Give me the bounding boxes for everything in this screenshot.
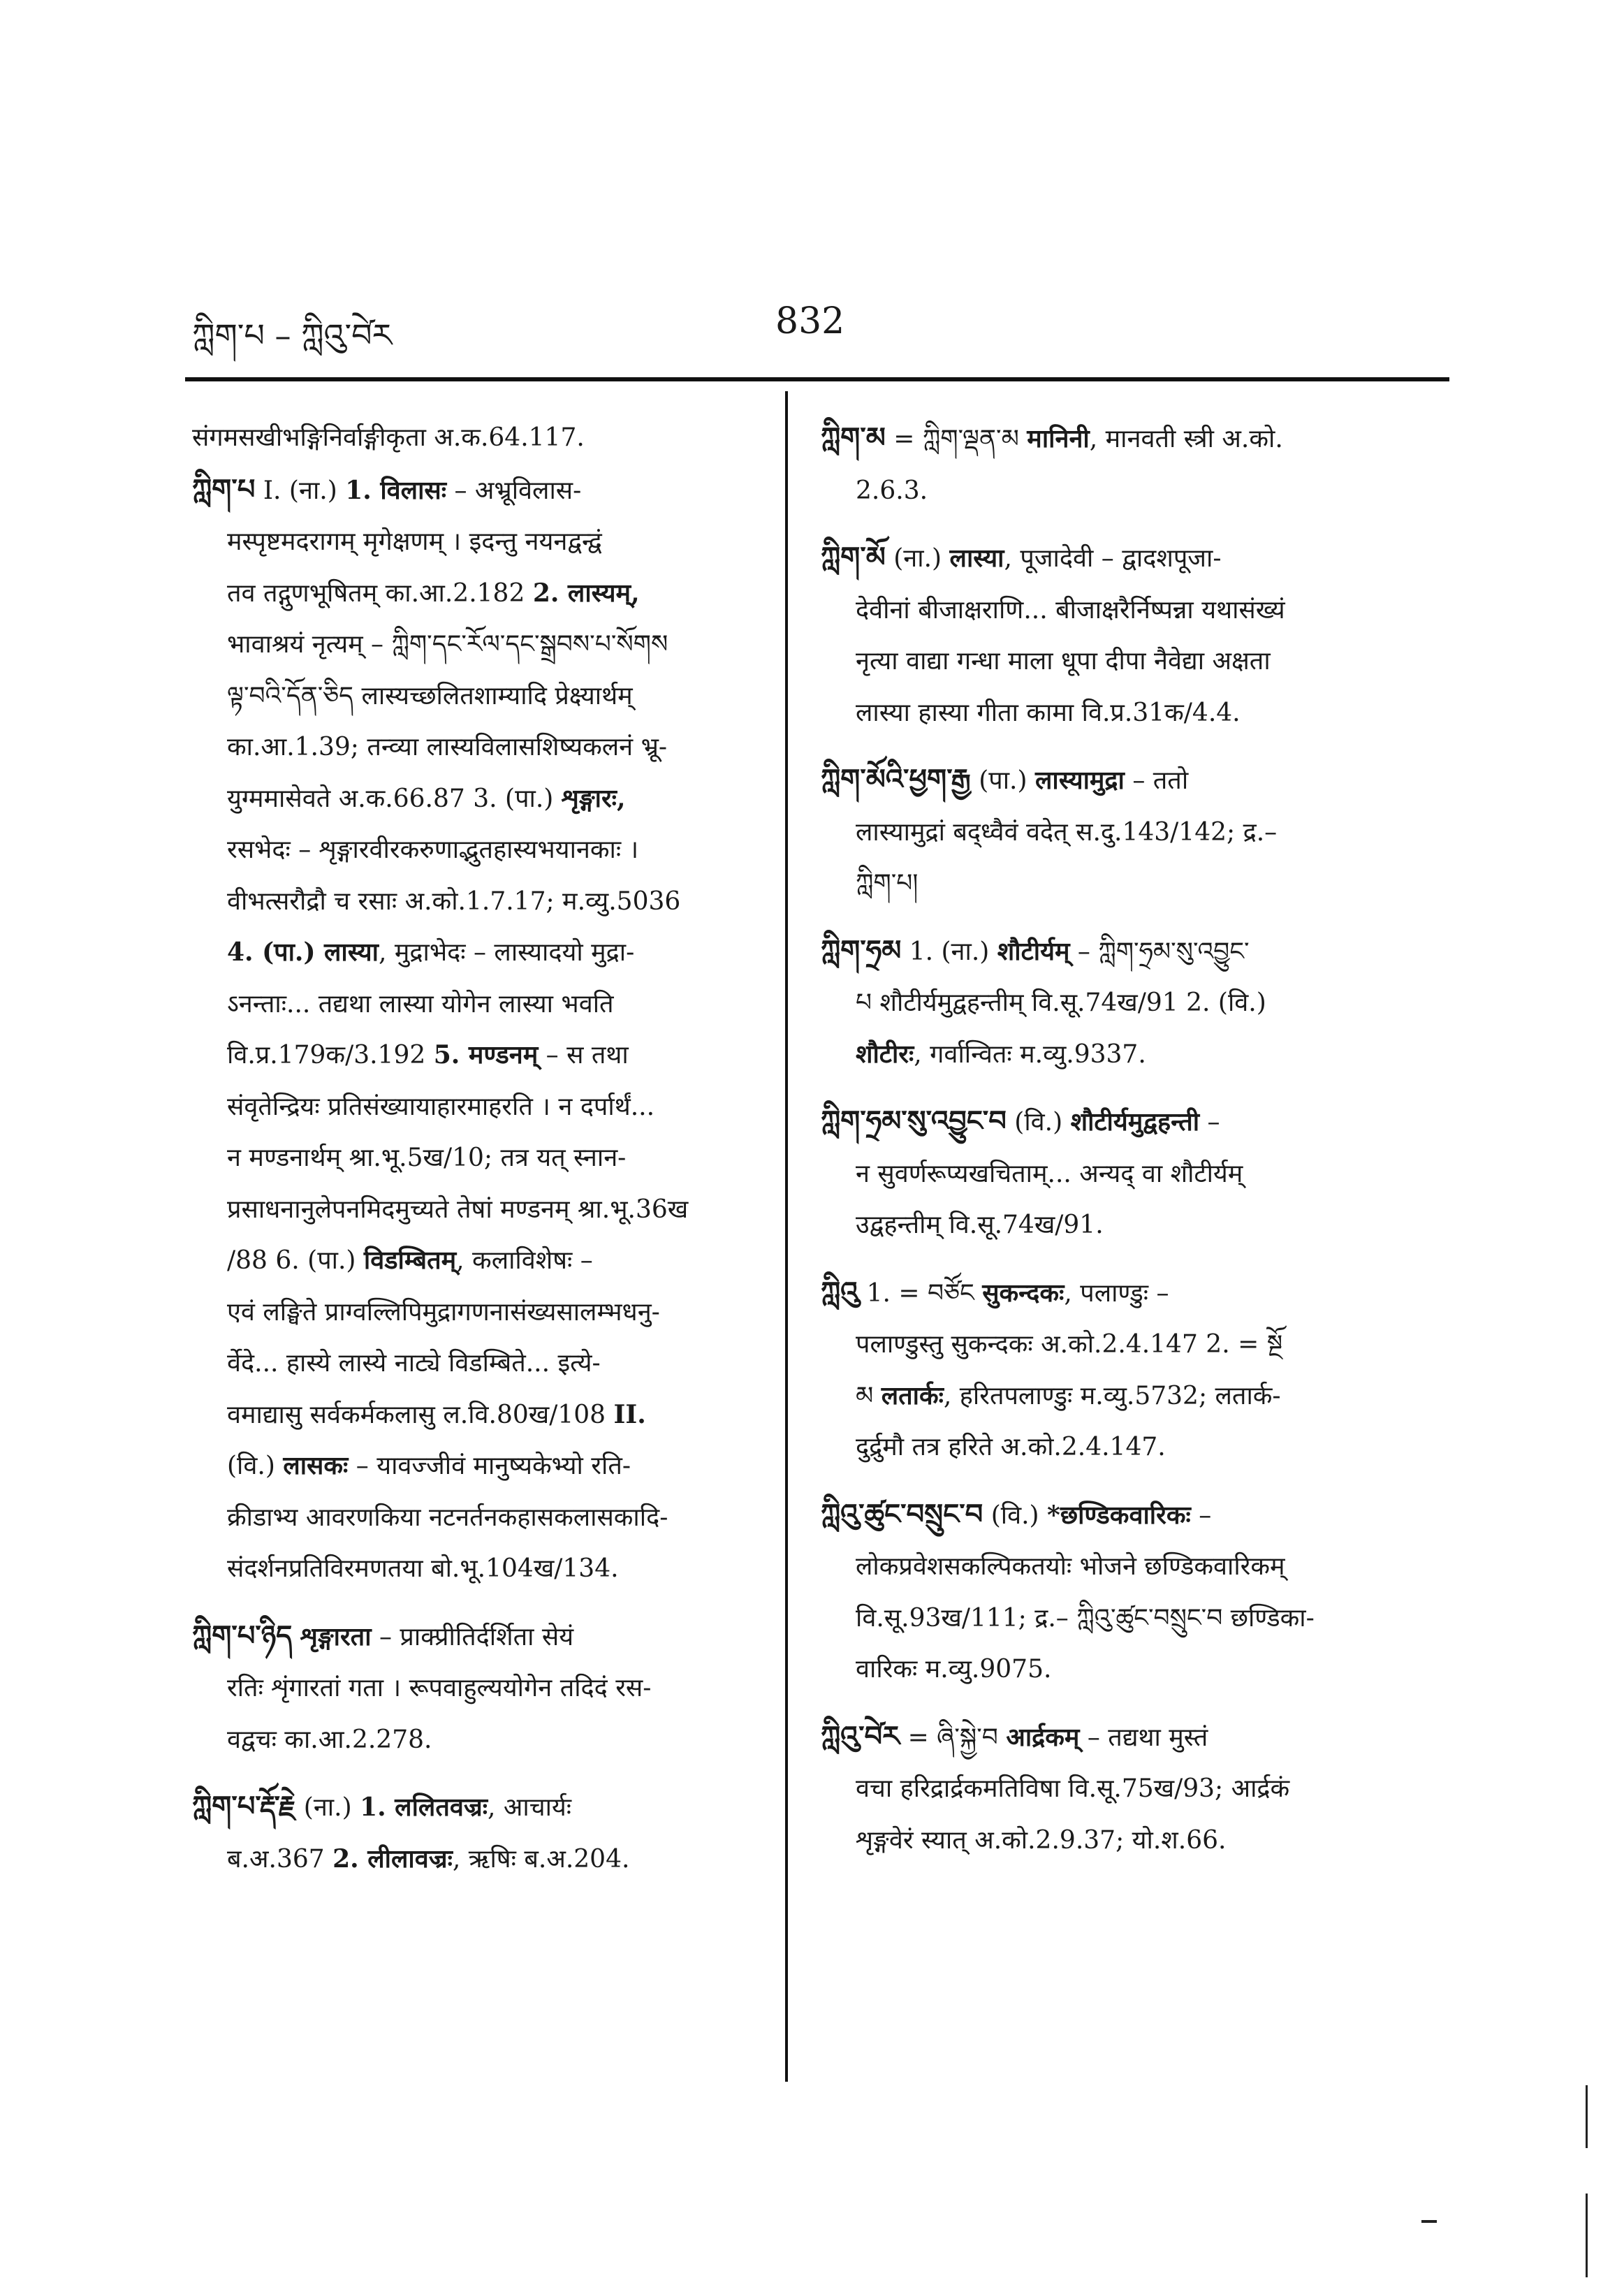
text-segment: न सुवर्णरूप्यखचिताम्... अन्यद् वा शौटीर्यम्	[856, 1159, 1243, 1188]
text-line	[192, 927, 765, 979]
text-line	[821, 1763, 1435, 1815]
text-line	[192, 1132, 765, 1184]
text-segment: /88 6. (पा.)	[227, 1246, 364, 1275]
text-segment: उद्वहन्तीम् वि.सू.74ख/91.	[856, 1211, 1104, 1239]
text-line	[192, 1184, 765, 1236]
text-line	[192, 1714, 765, 1766]
text-segment: संवृतेन्द्रियः प्रतिसंख्यायाहारमाहरति । न दर्पार्थं...	[227, 1092, 655, 1121]
header-range: ཀླིག་པ – ཀླིའུ་བེ༹ར	[192, 316, 393, 354]
text-line	[192, 1235, 765, 1287]
text-line	[821, 1711, 1435, 1764]
text-line	[192, 464, 765, 517]
text-segment: = ཞི་སྐྱེ་བ	[900, 1723, 1007, 1752]
text-segment: वीभत्सरौद्रौ च रसाः अ.को.1.7.17; म.व्यु.5036	[227, 886, 681, 916]
text-segment: (ना.)	[295, 1793, 360, 1822]
text-segment: न मण्डनार्थम् श्रा.भू.5ख/10; तत्र यत् स्नान-	[227, 1144, 627, 1172]
headword: ཀླིག་ཧྲམ་སུ་འབྱུང་བ	[821, 1104, 1007, 1137]
text-line	[821, 807, 1435, 859]
text-segment: , मानवती स्त्री अ.को.	[1089, 425, 1283, 453]
text-segment: – स तथा	[538, 1041, 629, 1070]
text-line	[192, 1287, 765, 1338]
text-segment: क्रीडाभ्य आवरणकिया नटनर्तनकहासकलासकादि-	[227, 1503, 668, 1532]
sanskrit-equivalent: 5. मण्डनम्	[433, 1040, 539, 1070]
text-segment: लास्या हास्या गीता कामा वि.प्र.31क/4.4.	[856, 698, 1241, 727]
text-line	[821, 532, 1435, 585]
text-segment: र्वेदे... हास्ये लास्ये नाट्ये विडम्बिते... इत्ये-	[227, 1349, 601, 1378]
text-line	[821, 1644, 1435, 1695]
text-line	[821, 1148, 1435, 1200]
sanskrit-equivalent: शृङ्गारता	[300, 1621, 372, 1651]
text-line	[192, 979, 765, 1030]
text-line	[821, 636, 1435, 687]
text-segment: , मुद्राभेदः – लास्यादयो मुद्रा-	[378, 938, 635, 967]
text-segment: प्रसाधनानुलेपनमिदमुच्यते तेषां मण्डनम् श्रा.भू.36ख	[227, 1195, 689, 1224]
sanskrit-equivalent: 1. ललितवज्रः	[360, 1793, 488, 1822]
text-segment: संदर्शनप्रतिविरमणतया बो.भू.104ख/134.	[227, 1554, 619, 1583]
sanskrit-equivalent: शौटीर्यम्	[997, 936, 1070, 966]
text-line	[192, 722, 765, 773]
text-segment: रसभेदः – शृङ्गारवीरकरुणाद्भुतहास्यभयानकाः ।	[227, 835, 639, 864]
text-line	[821, 1815, 1435, 1867]
text-line	[192, 1781, 765, 1834]
text-line	[821, 1371, 1435, 1422]
sanskrit-equivalent: शृङ्गारः,	[561, 783, 626, 813]
text-line	[821, 1489, 1435, 1542]
text-segment: का.आ.1.39; तन्व्या लास्यविलासशिष्यकलनं भ्रू-	[227, 733, 668, 761]
text-segment: – तद्यथा मुस्तं	[1079, 1723, 1208, 1752]
text-segment: वद्वचः का.आ.2.278.	[227, 1725, 432, 1754]
scan-edge-mark	[1586, 2085, 1588, 2148]
text-segment: 1. = བཙོང	[858, 1278, 983, 1308]
page-number: 832	[775, 300, 845, 342]
text-line	[821, 412, 1435, 465]
text-line	[192, 1492, 765, 1544]
sanskrit-equivalent: II.	[613, 1399, 646, 1429]
text-segment: – ཀླིག་ཧྲམ་སུ་འབྱུང་	[1069, 937, 1250, 966]
text-segment: , गर्वान्वितः म.व्यु.9337.	[914, 1039, 1146, 1069]
text-line	[192, 1081, 765, 1133]
text-line	[192, 1440, 765, 1492]
text-segment: युग्ममासेवते अ.क.66.87 3. (पा.)	[227, 784, 562, 813]
sanskrit-equivalent: लासकः	[283, 1451, 349, 1480]
sanskrit-equivalent: सुकन्दकः	[982, 1278, 1065, 1308]
text-segment: वारिकः म.व्यु.9075.	[856, 1655, 1052, 1684]
column-divider	[785, 391, 788, 2082]
sanskrit-equivalent: *छण्डिकवारिकः	[1047, 1500, 1191, 1530]
headword: ཀླིག་མོའི་ཕྱག་རྒྱ	[821, 763, 971, 796]
text-line	[821, 977, 1435, 1029]
text-segment: तव तद्गुणभूषितम् का.आ.2.182	[227, 578, 533, 608]
headword: ཀླིའུ	[821, 1275, 859, 1308]
text-segment: I. (ना.)	[255, 476, 346, 505]
text-segment: 2.6.3.	[856, 476, 928, 505]
text-segment: नृत्या वाद्या गन्धा माला धूपा दीपा नैवेद्या अक्षता	[856, 647, 1271, 676]
text-segment: भावाश्रयं नृत्यम् – ཀླིག་དང་རོལ་དང་སྒྲབས་པ་སོགས	[227, 630, 668, 659]
scan-dash-mark	[1421, 2220, 1437, 2223]
sanskrit-equivalent: शौटीरः	[856, 1039, 914, 1069]
text-segment: མ	[856, 1381, 882, 1410]
right-column	[821, 412, 1435, 1866]
text-segment	[292, 1623, 300, 1651]
text-line	[821, 1422, 1435, 1473]
headword: ཀླིག་ཧྲམ	[821, 933, 902, 967]
text-line	[821, 1267, 1435, 1320]
text-segment: वचा हरिद्रार्द्रकमतिविषा वि.सू.75ख/93; आर्द्रकं	[856, 1774, 1290, 1803]
text-line	[821, 1199, 1435, 1251]
headword: ཀླིག་མོ	[821, 541, 886, 574]
text-segment: –	[1199, 1108, 1220, 1137]
text-segment: संगमसखीभङ्गिनिर्वाङ्गीकृता अ.क.64.117.	[192, 423, 585, 452]
text-line	[192, 1030, 765, 1081]
headword: ཀླིའུ་ཚུང་བསྲུང་བ	[821, 1497, 983, 1531]
text-line	[192, 876, 765, 928]
text-segment: ཀླིག་པ།	[856, 869, 919, 898]
text-line	[192, 1610, 765, 1663]
text-line	[821, 1541, 1435, 1593]
text-line	[821, 925, 1435, 978]
text-line	[192, 412, 765, 464]
sanskrit-equivalent: 2. लास्यम्,	[532, 578, 640, 608]
text-line	[821, 1319, 1435, 1371]
sanskrit-equivalent: 1. विलासः	[345, 475, 447, 505]
sanskrit-equivalent: लास्या	[949, 543, 1004, 573]
header-rule	[185, 377, 1449, 381]
text-line	[192, 1338, 765, 1389]
text-line	[821, 585, 1435, 636]
text-line	[821, 465, 1435, 517]
text-segment: – यावज्जीवं मानुष्यकेभ्यो रति-	[348, 1452, 631, 1480]
text-segment: – अभ्रूविलास-	[446, 476, 582, 505]
text-segment: लास्यामुद्रां बद्ध्वैवं वदेत् स.दु.143/142; द्र.–	[856, 817, 1278, 847]
headword: ཀླིའུ་བེ༹ར	[821, 1719, 900, 1753]
text-line	[821, 858, 1435, 910]
text-segment: – ततो	[1124, 766, 1189, 795]
text-line	[821, 1029, 1435, 1081]
text-segment: , हरितपलाण्डुः म.व्यु.5732; लतार्क-	[943, 1381, 1281, 1410]
text-line	[192, 1663, 765, 1714]
text-segment: रतिः शृंगारतां गता । रूपवाहुल्ययोगेन तदिदं रस-	[227, 1674, 652, 1702]
headword: ཀླིག་པ	[192, 472, 256, 506]
text-segment: , ऋषिः ब.अ.204.	[452, 1844, 630, 1874]
text-segment: , कलाविशेषः –	[456, 1246, 593, 1275]
sanskrit-equivalent: आर्द्रकम्	[1006, 1722, 1080, 1752]
text-segment: , पूजादेवी – द्वादशपूजा-	[1004, 544, 1222, 573]
scan-edge-mark	[1586, 2194, 1588, 2277]
sanskrit-equivalent: 4. (पा.) लास्या	[227, 937, 379, 967]
headword: ཀླིག་པ་ཉིད	[192, 1619, 293, 1652]
text-segment: པ शौटीर्यमुद्वहन्तीम् वि.सू.74ख/91 2. (वि.)	[856, 988, 1266, 1017]
text-line	[192, 773, 765, 825]
text-segment: शृङ्गवेरं स्यात् अ.को.2.9.37; यो.श.66.	[856, 1825, 1227, 1855]
text-line	[192, 516, 765, 568]
headword: ཀླིག་པ་རྡོ་རྗེ	[192, 1790, 296, 1823]
text-segment: , आचार्यः	[488, 1793, 572, 1822]
text-segment: लोकप्रवेशसकल्पिकतयोः भोजने छण्डिकवारिकम्	[856, 1552, 1285, 1581]
text-segment: वमाद्यासु सर्वकर्मकलासु ल.वि.80ख/108	[227, 1400, 614, 1429]
text-segment: – प्राक्प्रीतिर्दर्शिता सेयं	[371, 1622, 574, 1651]
sanskrit-equivalent: शौटीर्यमुद्वहन्ती	[1070, 1107, 1200, 1137]
text-line	[192, 671, 765, 722]
sanskrit-equivalent: मानिनी	[1027, 424, 1090, 453]
text-line	[192, 1389, 765, 1441]
text-segment: = ཀླིག་ལྡན་མ	[885, 425, 1027, 453]
text-line	[192, 568, 765, 620]
sanskrit-equivalent: 2. लीलावज्रः	[332, 1844, 453, 1874]
text-line	[192, 619, 765, 671]
text-line	[821, 1095, 1435, 1148]
text-segment: ऽनन्ताः... तद्यथा लास्या योगेन लास्या भवति	[227, 989, 614, 1019]
text-segment: (वि.)	[227, 1452, 284, 1480]
sanskrit-equivalent: विडम्बितम्	[363, 1246, 457, 1275]
sanskrit-equivalent: लतार्कः	[881, 1380, 944, 1410]
text-segment: मस्पृष्टमदरागम् मृगेक्षणम् । इदन्तु नयनद्वन्द्वं	[227, 527, 602, 556]
text-line	[192, 824, 765, 876]
text-line	[821, 687, 1435, 739]
headword: ཀླིག་མ	[821, 421, 886, 454]
text-segment: वि.प्र.179क/3.192	[227, 1041, 434, 1070]
text-segment: दुर्द्रुमौ तत्र हरिते अ.को.2.4.147.	[856, 1433, 1166, 1461]
text-segment: वि.सू.93ख/111; द्र.– ཀླིའུ་ཚུང་བསྲུང་བ छण्डिका-	[856, 1603, 1315, 1633]
sanskrit-equivalent: लास्यामुद्रा	[1034, 766, 1125, 795]
text-segment: (वि.)	[983, 1501, 1048, 1530]
text-line	[192, 1834, 765, 1885]
text-segment: (वि.)	[1006, 1108, 1071, 1137]
text-segment: ब.अ.367	[227, 1844, 333, 1874]
text-line	[192, 1543, 765, 1595]
text-line	[821, 1593, 1435, 1644]
text-segment: , पलाण्डुः –	[1064, 1278, 1169, 1308]
text-segment: एवं लङ्घिते प्राग्वल्लिपिमुद्रागणनासंख्यसालम्भधनु-	[227, 1297, 660, 1327]
text-segment: देवीनां बीजाक्षराणि... बीजाक्षरैर्निष्पन्ना यथासंख्यं	[856, 595, 1285, 625]
text-segment: ལྟ་བའི་དོན་ཅིད लास्यच्छलितशाम्यादि प्रेक्ष्यार्थम्	[227, 681, 633, 710]
left-column	[192, 412, 765, 1885]
text-segment: पलाण्डुस्तु सुकन्दकः अ.को.2.4.147 2. = སྔོ	[856, 1330, 1283, 1359]
text-line	[821, 754, 1435, 807]
text-segment: 1. (ना.)	[901, 937, 997, 966]
text-segment: –	[1190, 1501, 1212, 1530]
text-segment: (पा.)	[970, 766, 1035, 795]
text-segment: (ना.)	[885, 544, 950, 573]
